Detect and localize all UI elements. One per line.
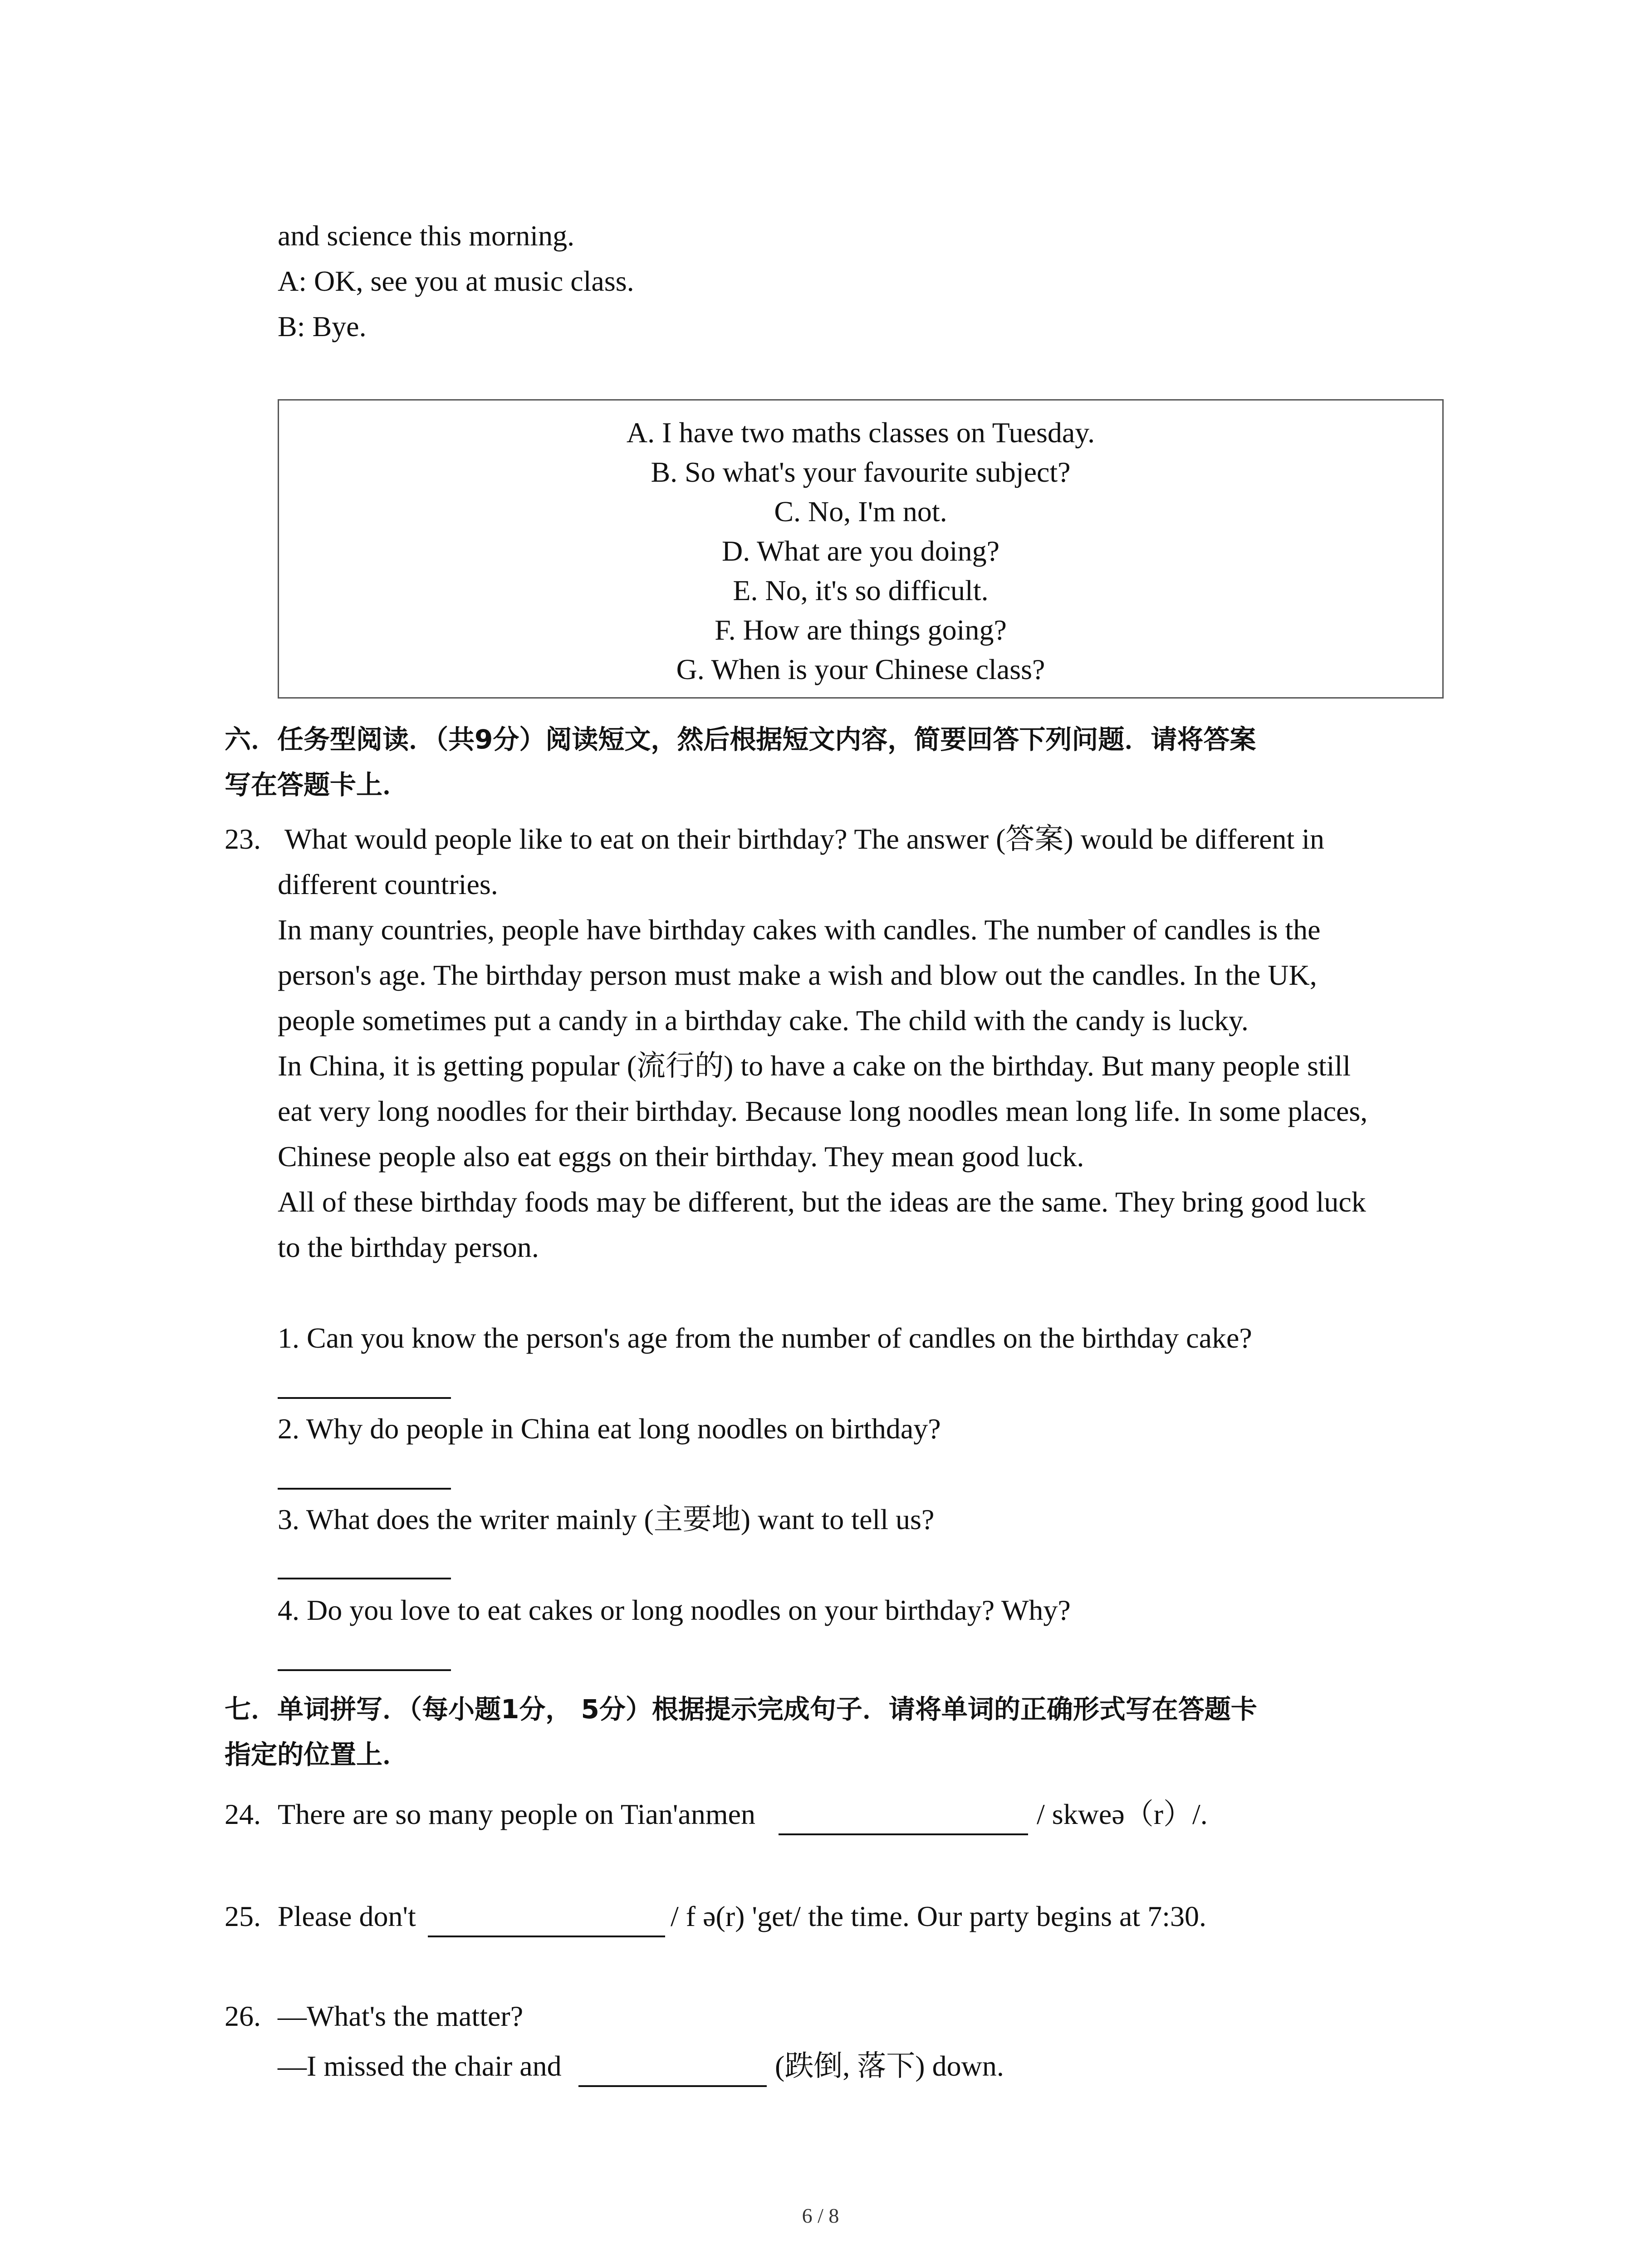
section-heading: 写在答题卡上．	[225, 769, 409, 800]
answer-blank[interactable]	[428, 1936, 665, 1937]
answer-blank[interactable]	[278, 1488, 451, 1490]
question-number: 23.	[225, 823, 261, 855]
question-text: There are so many people on Tian'anmen	[278, 1798, 756, 1830]
page-number: 6 / 8	[802, 2204, 839, 2227]
passage-line: people sometimes put a candy in a birthday cake. The child with the candy is lucky.	[278, 1004, 1249, 1036]
sub-question: 4. Do you love to eat cakes or long noodles on your birthday? Why?	[278, 1594, 1071, 1626]
question-text: —What's the matter?	[278, 2000, 524, 2032]
answer-blank[interactable]	[278, 1397, 451, 1399]
question-number: 25.	[225, 1900, 261, 1932]
passage-line: person's age. The birthday person must make a wish and blow out the candles. In the UK,	[278, 959, 1317, 991]
option-item: F. How are things going?	[715, 614, 1007, 646]
question-text: Please don't	[278, 1900, 416, 1932]
sub-question: 2. Why do people in China eat long noodles on birthday?	[278, 1413, 941, 1445]
question-text: —I missed the chair and	[278, 2050, 562, 2082]
passage-line: Chinese people also eat eggs on their birthday. They mean good luck.	[278, 1140, 1084, 1173]
section-heading: 六．任务型阅读．（共9分）阅读短文，然后根据短文内容，简要回答下列问题．请将答案	[225, 724, 1256, 755]
passage-line: In China, it is getting popular (流行的) to have a cake on the birthday. But many people still	[278, 1050, 1351, 1082]
section-heading: 指定的位置上．	[225, 1739, 409, 1770]
passage-line: All of these birthday foods may be different, but the ideas are the same. They bring good luck	[278, 1186, 1366, 1218]
answer-blank[interactable]	[578, 2085, 767, 2087]
phonetic-hint: / f ə(r) 'get/ the time. Our party begins at 7:30.	[671, 1900, 1206, 1932]
answer-blank[interactable]	[278, 1578, 451, 1579]
passage-line: eat very long noodles for their birthday. Because long noodles mean long life. In some places,	[278, 1095, 1368, 1127]
dialogue-line: B: Bye.	[278, 310, 367, 342]
passage-line: In many countries, people have birthday cakes with candles. The number of candles is the	[278, 914, 1321, 946]
option-item: D. What are you doing?	[722, 535, 999, 567]
dialogue-line: and science this morning.	[278, 220, 575, 252]
option-item: B. So what's your favourite subject?	[651, 456, 1071, 488]
option-item: G. When is your Chinese class?	[676, 653, 1045, 685]
answer-blank[interactable]	[779, 1833, 1028, 1835]
answer-blank[interactable]	[278, 1669, 451, 1671]
section-heading: 七．单词拼写．（每小题1分， 5分）根据提示完成句子．请将单词的正确形式写在答题卡	[225, 1694, 1257, 1725]
option-item: A. I have two maths classes on Tuesday.	[626, 416, 1095, 449]
dialogue-line: A: OK, see you at music class.	[278, 265, 634, 297]
word-hint: (跌倒, 落下) down.	[775, 2050, 1004, 2082]
option-item: E. No, it's so difficult.	[733, 574, 989, 606]
question-number: 24.	[225, 1798, 261, 1830]
option-item: C. No, I'm not.	[774, 495, 947, 528]
question-number: 26.	[225, 2000, 261, 2032]
passage-line: different countries.	[278, 868, 498, 900]
options-box	[278, 399, 1444, 699]
passage-line: What would people like to eat on their birthday? The answer (答案) would be different in	[284, 823, 1325, 855]
passage-line: to the birthday person.	[278, 1231, 539, 1263]
sub-question: 3. What does the writer mainly (主要地) want to tell us?	[278, 1503, 935, 1535]
sub-question: 1. Can you know the person's age from the number of candles on the birthday cake?	[278, 1322, 1252, 1354]
phonetic-hint: / skweə（r）/.	[1037, 1798, 1208, 1830]
